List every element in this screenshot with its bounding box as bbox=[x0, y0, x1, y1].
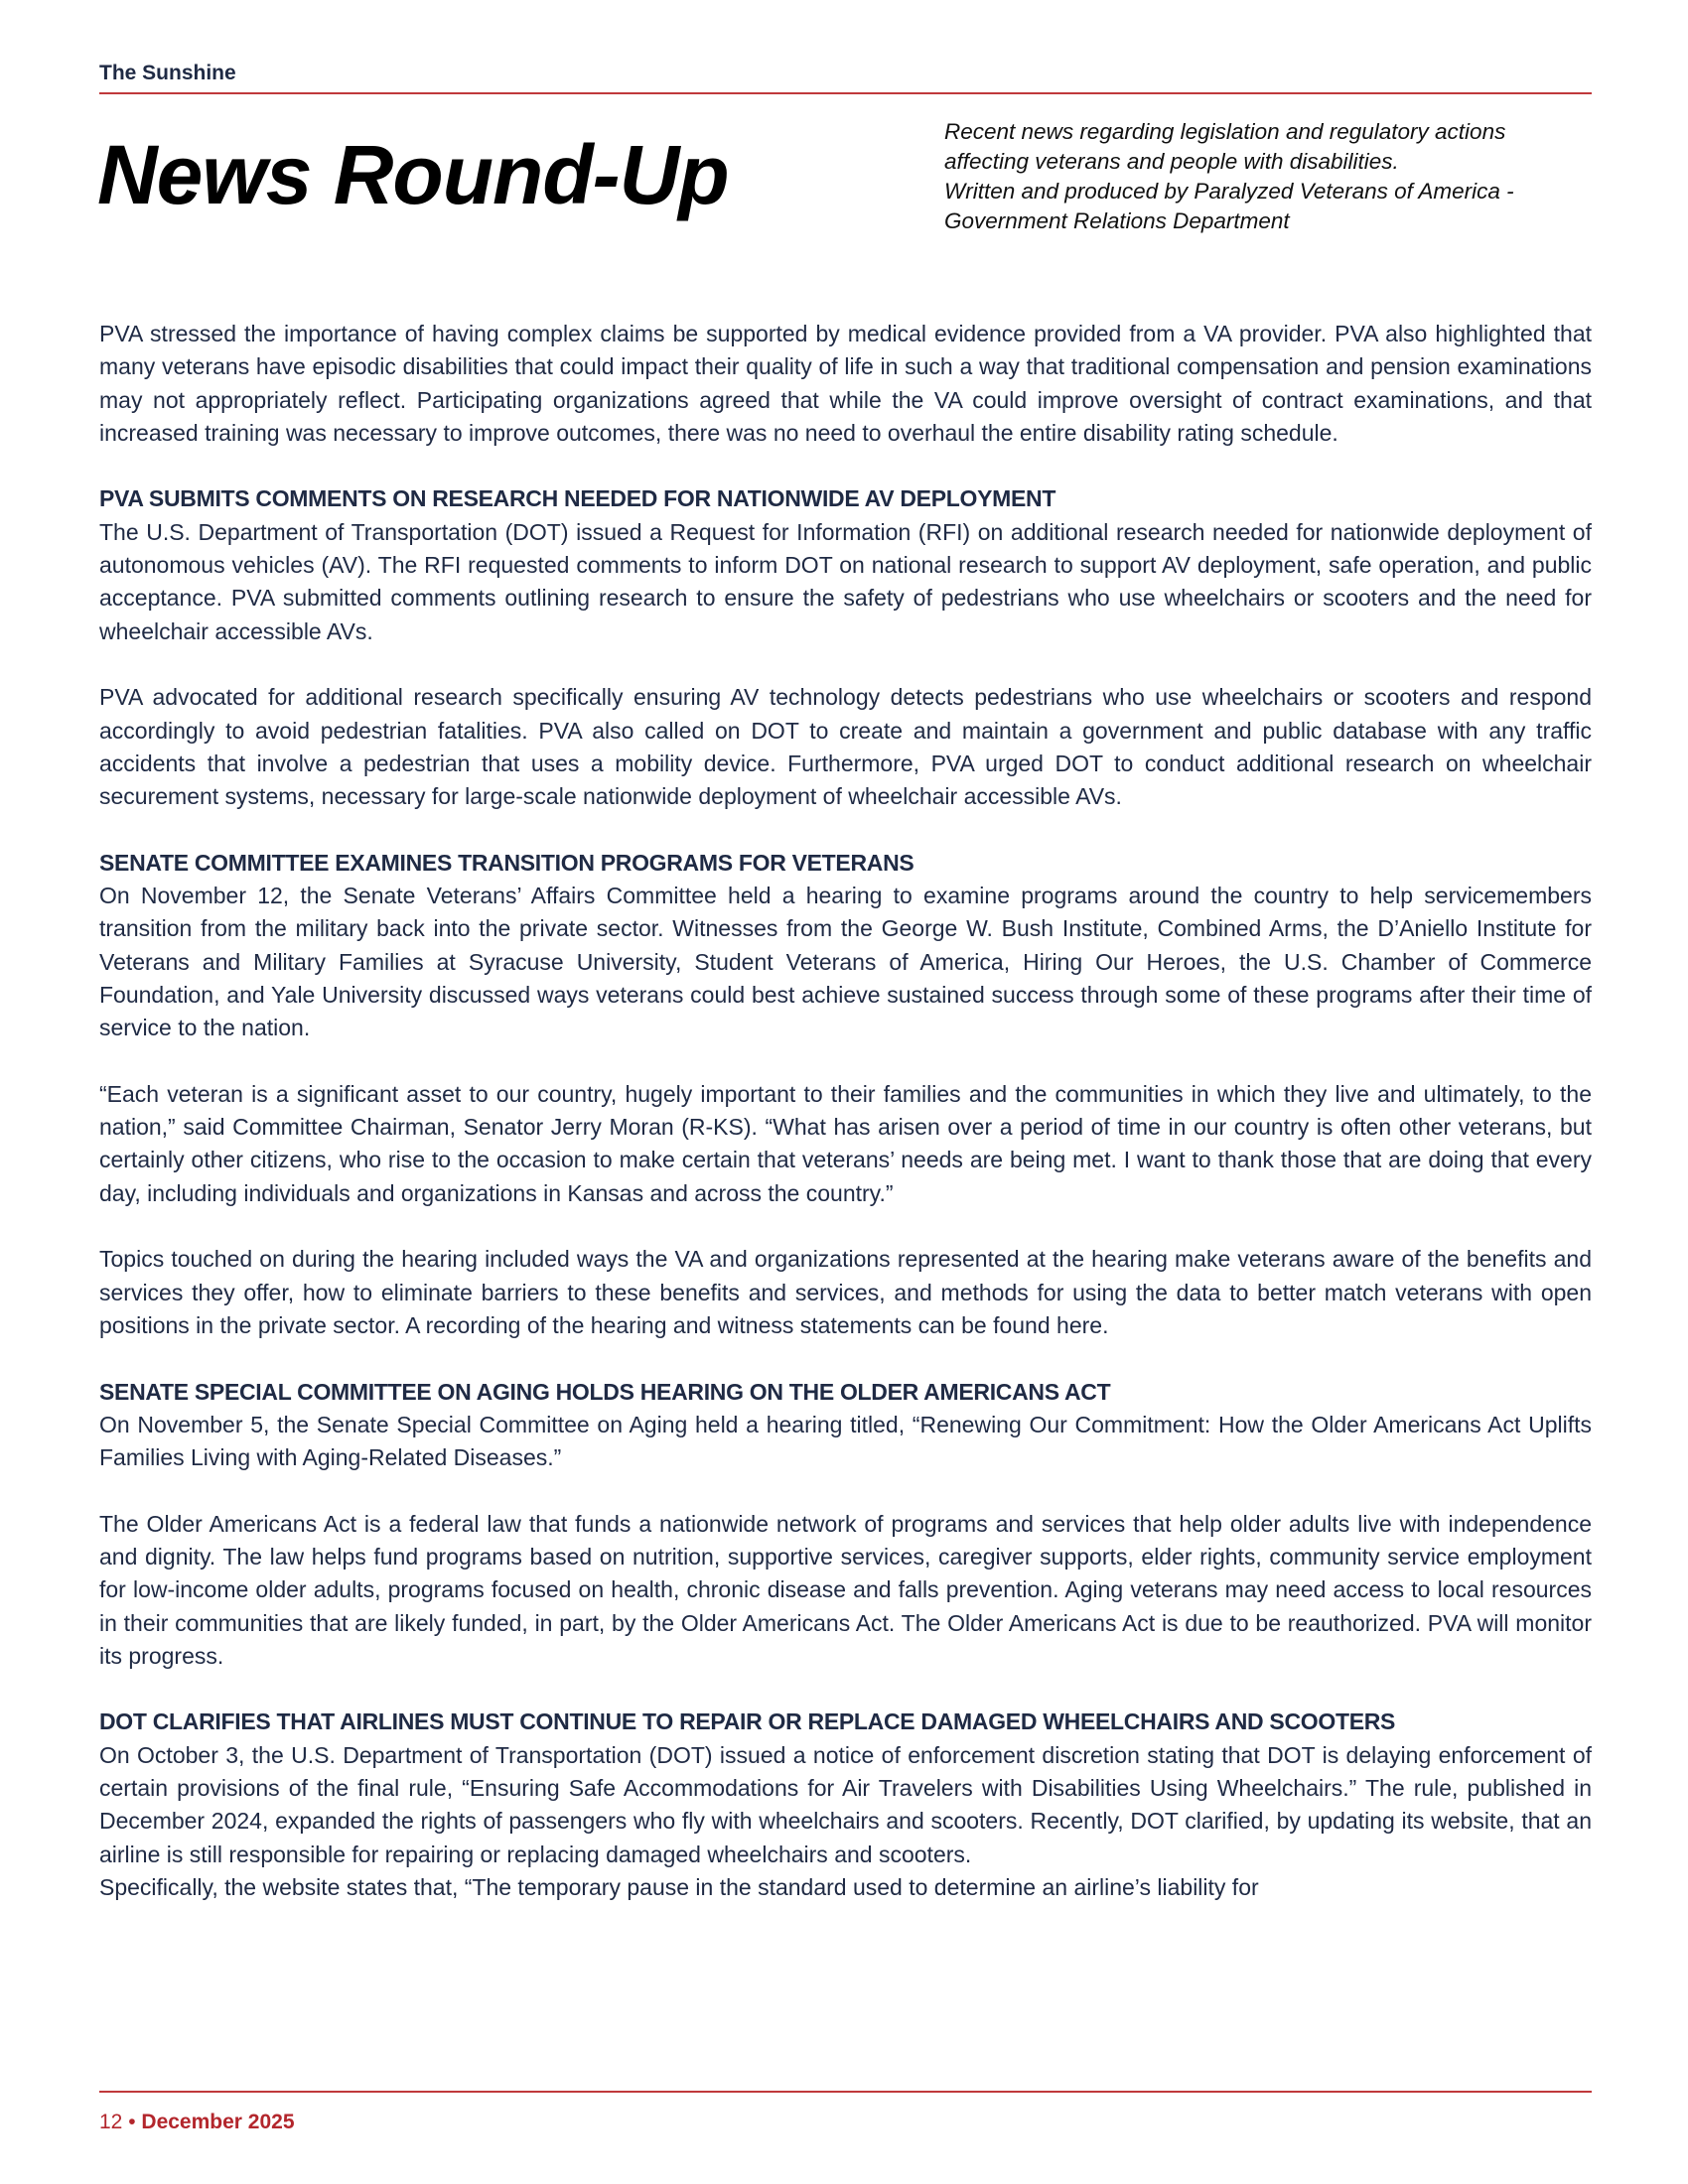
paragraph: On October 3, the U.S. Department of Transportation (DOT) issued a notice of enforcement discretion stating that DOT is delaying enforcement of certain provisions of the final rule, “Ensuring Safe Accommodations for Air Travelers with Disabilities Using Wheelchairs.” The rule, published in December 2024, expanded the rights of passengers who fly with wheelchairs and scooters. Recently, DOT clarified, by updating its website, that an airline is still responsible for repairing or replacing damaged wheelchairs and scooters. bbox=[99, 1741, 1592, 1867]
quote-paragraph: “Each veteran is a significant asset to our country, hugely important to their families and the communities in which they live and ultimately, to the nation,” said Committee Chairman, Senator Jerry Moran (R-KS). “What has arisen over a period of time in our country is often other veterans, but certainly other citizens, who rise to the occasion to make certain that veterans’ needs are being met. I want to thank those that are doing that every day, including individuals and organizations in Kansas and across the country.” bbox=[99, 1080, 1592, 1206]
page-title: News Round-Up bbox=[97, 128, 729, 221]
subtitle-line: Written and produced by Paralyzed Veterans of America - bbox=[944, 179, 1514, 204]
issue-date: December 2025 bbox=[141, 2111, 295, 2133]
page-number: 12 bbox=[99, 2111, 123, 2133]
section-heading: SENATE COMMITTEE EXAMINES TRANSITION PROGRAMS FOR VETERANS bbox=[99, 849, 914, 876]
paragraph: The Older Americans Act is a federal law that funds a nationwide network of programs and services that help older adults live with independence and dignity. The law helps fund programs based on nutrition, supportive services, caregiver supports, elder rights, community service employment for low-income older adults, programs focused on health, chronic disease and falls prevention. Aging veterans may need access to local resources in their communities that are likely funded, in part, by the Older Americans Act. The Older Americans Act is due to be reauthorized. PVA will monitor its progress. bbox=[99, 1510, 1592, 1669]
footer-separator: • bbox=[128, 2111, 136, 2133]
paragraph: On November 5, the Senate Special Committee on Aging held a hearing titled, “Renewing Our Commitment: How the Older Americans Act Uplifts Families Living with Aging-Related Diseases.” bbox=[99, 1411, 1592, 1471]
section-heading: DOT CLARIFIES THAT AIRLINES MUST CONTINUE TO REPAIR OR REPLACE DAMAGED WHEELCHAIRS AND SCOOTERS bbox=[99, 1708, 1396, 1735]
publication-name: The Sunshine bbox=[99, 62, 236, 84]
intro-paragraph: PVA stressed the importance of having complex claims be supported by medical evidence provided from a VA provider. PVA also highlighted that many veterans have episodic disabilities that could impact their quality of life in such a way that traditional compensation and pension examinations may not appropriately reflect. Participating organizations agreed that while the VA could improve oversight of contract examinations, and that increased training was necessary to improve outcomes, there was no need to overhaul the entire disability rating schedule. bbox=[99, 321, 1592, 446]
section-heading: PVA SUBMITS COMMENTS ON RESEARCH NEEDED FOR NATIONWIDE AV DEPLOYMENT bbox=[99, 485, 1056, 512]
subtitle-line: Recent news regarding legislation and regulatory actions bbox=[944, 119, 1506, 144]
subtitle-line: affecting veterans and people with disabilities. bbox=[944, 149, 1399, 174]
subtitle bbox=[944, 117, 1600, 236]
article-body bbox=[99, 318, 1592, 1904]
header-divider bbox=[99, 92, 1592, 94]
footer-divider bbox=[99, 2091, 1592, 2093]
paragraph: The U.S. Department of Transportation (DOT) issued a Request for Information (RFI) on additional research needed for nationwide deployment of autonomous vehicles (AV). The RFI requested comments to inform DOT on national research to support AV deployment, safe operation, and public acceptance. PVA submitted comments outlining research to ensure the safety of pedestrians who use wheelchairs or scooters and the need for wheelchair accessible AVs. bbox=[99, 518, 1592, 644]
paragraph: Specifically, the website states that, “The temporary pause in the standard used to determine an airline’s liability for bbox=[99, 1873, 1259, 1900]
paragraph: On November 12, the Senate Veterans’ Affairs Committee held a hearing to examine programs around the country to help servicemembers transition from the military back into the private sector. Witnesses from the George W. Bush Institute, Combined Arms, the D’Aniello Institute for Veterans and Military Families at Syracuse University, Student Veterans of America, Hiring Our Heroes, the U.S. Chamber of Commerce Foundation, and Yale University discussed ways veterans could best achieve sustained success through some of these programs after their time of service to the nation. bbox=[99, 883, 1592, 1041]
paragraph: Topics touched on during the hearing included ways the VA and organizations represented at the hearing make veterans aware of the benefits and services they offer, how to eliminate barriers to these benefits and services, and methods for using the data to better match veterans with open positions in the private sector. A recording of the hearing and witness statements can be found here. bbox=[99, 1246, 1592, 1338]
subtitle-line: Government Relations Department bbox=[944, 208, 1290, 233]
section-heading: SENATE SPECIAL COMMITTEE ON AGING HOLDS HEARING ON THE OLDER AMERICANS ACT bbox=[99, 1378, 1111, 1405]
page-footer bbox=[99, 2111, 295, 2134]
paragraph: PVA advocated for additional research specifically ensuring AV technology detects pedestrians who use wheelchairs or scooters and respond accordingly to avoid pedestrian fatalities. PVA also called on DOT to create and maintain a government and public database with any traffic accidents that involve a pedestrian that uses a mobility device. Furthermore, PVA urged DOT to conduct additional research on wheelchair securement systems, necessary for large-scale nationwide deployment of wheelchair accessible AVs. bbox=[99, 684, 1592, 810]
